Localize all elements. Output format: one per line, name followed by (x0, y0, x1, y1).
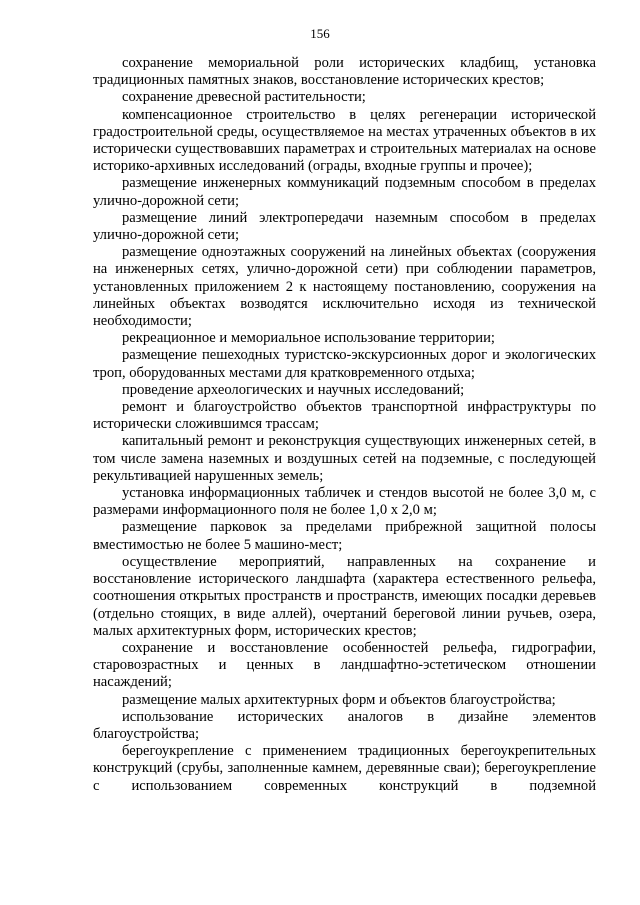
paragraph: установка информационных табличек и стендов высотой не более 3,0 м, с размерами информационного поля не более 1,0 х 2,0 м; (93, 485, 596, 519)
paragraph: проведение археологических и научных исследований; (122, 381, 465, 398)
paragraph: сохранение древесной растительности; (122, 89, 366, 106)
paragraph: сохранение мемориальной роли исторических кладбищ, установка традиционных памятных знаков, восстановление исторических крестов; (93, 55, 596, 89)
paragraph: сохранение и восстановление особенностей рельефа, гидрографии, старовозрастных и ценных в ландшафтно-эстетическом отношении насаждений; (93, 639, 596, 691)
paragraph: размещение линий электропередачи наземным способом в пределах улично-дорожной сети; (93, 209, 596, 244)
paragraph: размещение малых архитектурных форм и объектов благоустройства; (122, 691, 556, 708)
paragraph: осуществление мероприятий, направленных на сохранение и восстановление исторического ландшафта (характера естественного рельефа, соотношения открытых пространств и пространств, имеющих посадки деревьев (отдельно стоящих, в виде аллей), очертаний береговой линии ручьев, озера, малых архитектурных форм, исторических крестов; (93, 553, 596, 639)
paragraph: размещение инженерных коммуникаций подземным способом в пределах улично-дорожной сети; (93, 175, 596, 209)
paragraph: компенсационное строительство в целях регенерации исторической градостроительной среды, осуществляемое на местах утраченных объектов в их исторически существовавших параметрах и строительных материалах на основе историко-архивных исследований (ограды, входные группы и прочее); (93, 106, 597, 175)
paragraph: рекреационное и мемориальное использование территории; (122, 330, 495, 347)
page-number: 156 (310, 26, 330, 41)
paragraph: использование исторических аналогов в дизайне элементов благоустройства; (93, 708, 596, 742)
paragraph: ремонт и благоустройство объектов транспортной инфраструктуры по исторически сложившимся трассам; (93, 399, 596, 433)
paragraph: капитальный ремонт и реконструкция существующих инженерных сетей, в том числе замена наземных и воздушных сетей на подземные, с последующей рекультивацией нарушенных земель; (93, 433, 596, 484)
document-body (93, 55, 596, 795)
paragraph: берегоукрепление с применением традиционных берегоукрепительных конструкций (срубы, заполненные камнем, деревянные сваи); берегоукрепление с использованием современных конструкций в подземной (93, 743, 596, 794)
paragraph: размещение пешеходных туристско-экскурсионных дорог и экологических троп, оборудованных местами для кратковременного отдыха; (93, 347, 596, 381)
paragraph: размещение парковок за пределами прибрежной защитной полосы вместимостью не более 5 машино-мест; (93, 519, 596, 553)
paragraph: размещение одноэтажных сооружений на линейных объектах (сооружения на инженерных сетях, улично-дорожной сети) при соблюдении параметров, установленных приложением 2 к настоящему постановлению, сооружения на линейных объектах возводятся исключительно исходя из технической необходимости; (93, 244, 596, 330)
